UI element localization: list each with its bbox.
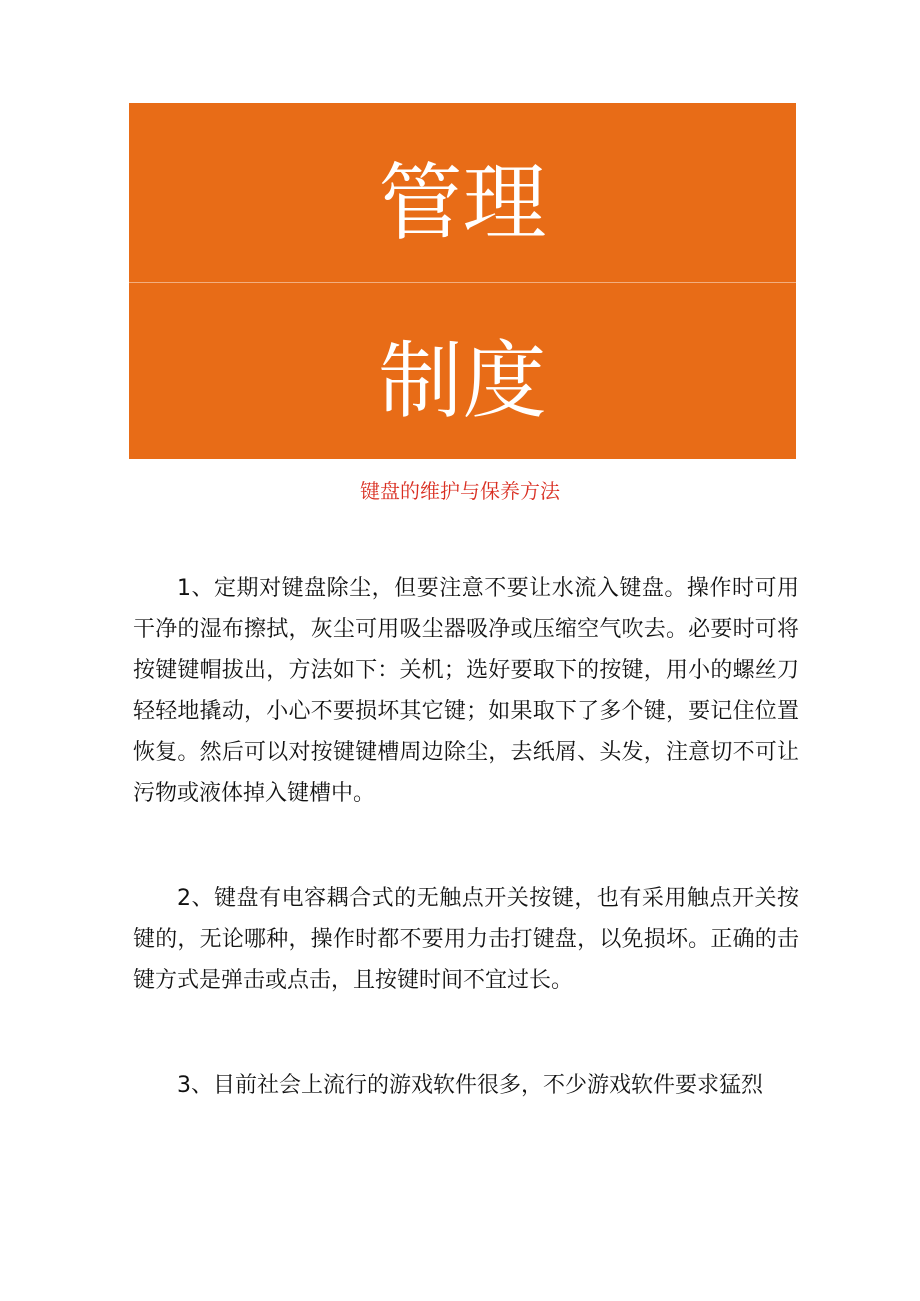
title-banner (129, 103, 796, 459)
banner-title-line-2: 制度 (378, 332, 547, 430)
banner-title-line-1: 管理 (378, 154, 547, 252)
paragraph-2: 2、键盘有电容耦合式的无触点开关按键，也有采用触点开关按键的，无论哪种，操作时都不要用力击打键盘，以免损坏。正确的击键方式是弹击或点击，且按键时间不宜过长。 (133, 886, 799, 993)
banner-divider (129, 282, 796, 283)
document-body (133, 568, 799, 1106)
paragraph-1: 1、定期对键盘除尘，但要注意不要让水流入键盘。操作时可用干净的湿布擦拭，灰尘可用吸尘器吸净或压缩空气吹去。必要时可将按键键帽拔出，方法如下：关机；选好要取下的按键，用小的螺丝刀轻轻地撬动，小心不要损坏其它键；如果取下了多个键，要记住位置恢复。然后可以对按键键槽周边除尘，去纸屑、头发，注意切不可让污物或液体掉入键槽中。 (133, 576, 799, 806)
paragraph-3: 3、目前社会上流行的游戏软件很多，不少游戏软件要求猛烈 (177, 1073, 763, 1098)
document-title: 键盘的维护与保养方法 (360, 479, 560, 503)
